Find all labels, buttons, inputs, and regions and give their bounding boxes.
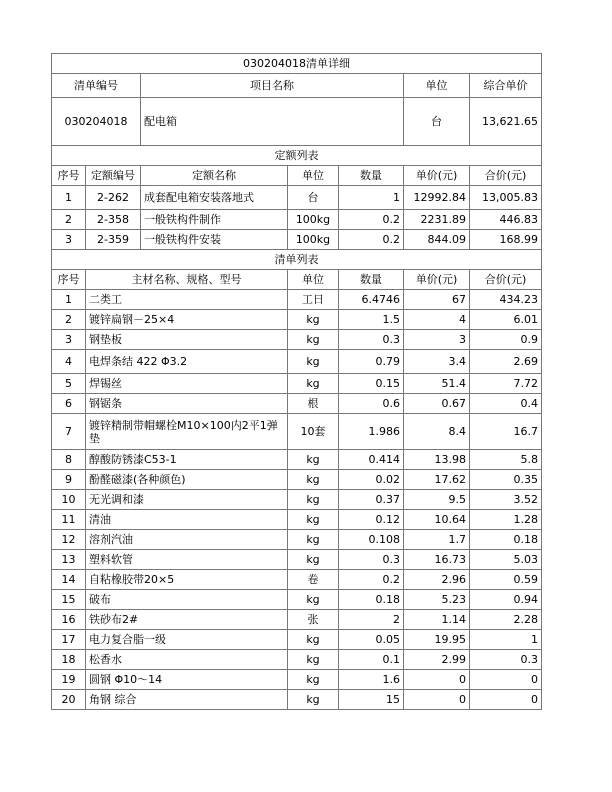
quota-price-header: 单价(元) (404, 166, 470, 186)
quota-unit-header: 单位 (288, 166, 339, 186)
material-name: 电焊条结 422 Φ3.2 (86, 350, 288, 374)
quota-name: 一般铁构件安装 (141, 230, 288, 250)
material-unit: 根 (288, 394, 339, 414)
quota-row (52, 230, 542, 250)
material-no: 7 (52, 414, 86, 450)
material-row (52, 530, 542, 550)
material-price: 9.5 (404, 490, 470, 510)
material-price: 17.62 (404, 470, 470, 490)
material-price: 19.95 (404, 630, 470, 650)
material-no: 16 (52, 610, 86, 630)
bill-price-header: 综合单价 (470, 74, 542, 98)
quota-name: 成套配电箱安装落地式 (141, 186, 288, 210)
material-total: 5.8 (470, 450, 542, 470)
material-price: 3 (404, 330, 470, 350)
quota-no: 1 (52, 186, 86, 210)
material-total: 0 (470, 670, 542, 690)
quota-no: 3 (52, 230, 86, 250)
material-name: 无光调和漆 (86, 490, 288, 510)
material-row (52, 510, 542, 530)
quota-qty: 0.2 (339, 210, 404, 230)
material-name: 焊锡丝 (86, 374, 288, 394)
quota-unit: 台 (288, 186, 339, 210)
material-no: 19 (52, 670, 86, 690)
material-no: 20 (52, 690, 86, 710)
bill-detail-sheet (51, 53, 541, 710)
material-no: 3 (52, 330, 86, 350)
material-price: 13.98 (404, 450, 470, 470)
material-total: 434.23 (470, 290, 542, 310)
material-no: 4 (52, 350, 86, 374)
material-no: 15 (52, 590, 86, 610)
material-qty: 0.15 (339, 374, 404, 394)
material-qty: 0.37 (339, 490, 404, 510)
quota-price: 2231.89 (404, 210, 470, 230)
bill-name-header: 项目名称 (141, 74, 404, 98)
material-unit: 10套 (288, 414, 339, 450)
material-qty: 0.79 (339, 350, 404, 374)
material-no: 12 (52, 530, 86, 550)
material-row (52, 290, 542, 310)
material-name: 自粘橡胶带20×5 (86, 570, 288, 590)
material-unit: kg (288, 374, 339, 394)
material-unit: kg (288, 490, 339, 510)
quota-no: 2 (52, 210, 86, 230)
material-name: 塑料软管 (86, 550, 288, 570)
bill-code-header: 清单编号 (52, 74, 141, 98)
material-name: 酚醛磁漆(各种颜色) (86, 470, 288, 490)
material-price: 2.99 (404, 650, 470, 670)
quota-no-header: 序号 (52, 166, 86, 186)
material-unit: kg (288, 670, 339, 690)
material-total: 7.72 (470, 374, 542, 394)
material-qty: 1.986 (339, 414, 404, 450)
material-header-row (52, 270, 542, 290)
material-unit: kg (288, 510, 339, 530)
material-unit: kg (288, 630, 339, 650)
material-no: 14 (52, 570, 86, 590)
quota-unit: 100kg (288, 230, 339, 250)
material-qty: 0.18 (339, 590, 404, 610)
material-qty: 0.05 (339, 630, 404, 650)
material-unit: kg (288, 650, 339, 670)
material-name: 角钢 综合 (86, 690, 288, 710)
material-name: 镀锌精制带帽螺栓M10×100内2平1弹垫 (86, 414, 288, 450)
material-no: 9 (52, 470, 86, 490)
material-row (52, 630, 542, 650)
material-price: 0.67 (404, 394, 470, 414)
quota-header-row (52, 166, 542, 186)
material-price: 0 (404, 670, 470, 690)
material-total: 1.28 (470, 510, 542, 530)
material-name: 铁砂布2# (86, 610, 288, 630)
material-name: 圆钢 Φ10～14 (86, 670, 288, 690)
bill-unit-header: 单位 (404, 74, 470, 98)
material-no: 2 (52, 310, 86, 330)
material-total: 0.59 (470, 570, 542, 590)
quota-code-header: 定额编号 (86, 166, 141, 186)
material-name: 醇酸防锈漆C53-1 (86, 450, 288, 470)
material-row (52, 610, 542, 630)
material-qty-header: 数量 (339, 270, 404, 290)
material-no: 6 (52, 394, 86, 414)
material-total: 0 (470, 690, 542, 710)
material-row (52, 330, 542, 350)
material-price: 4 (404, 310, 470, 330)
title-row (52, 54, 542, 74)
material-price: 2.96 (404, 570, 470, 590)
material-row (52, 690, 542, 710)
material-price: 0 (404, 690, 470, 710)
material-section-row (52, 250, 542, 270)
material-no-header: 序号 (52, 270, 86, 290)
material-price: 1.7 (404, 530, 470, 550)
material-no: 13 (52, 550, 86, 570)
quota-name-header: 定额名称 (141, 166, 288, 186)
material-row (52, 490, 542, 510)
material-row (52, 414, 542, 450)
material-name: 钢垫板 (86, 330, 288, 350)
material-price: 1.14 (404, 610, 470, 630)
material-unit: 卷 (288, 570, 339, 590)
bill-unit: 台 (404, 98, 470, 146)
material-unit: kg (288, 450, 339, 470)
material-qty: 1.6 (339, 670, 404, 690)
bill-name: 配电箱 (141, 98, 404, 146)
material-row (52, 590, 542, 610)
material-qty: 0.6 (339, 394, 404, 414)
page-title: 030204018清单详细 (52, 54, 542, 74)
material-section-title: 清单列表 (52, 250, 542, 270)
material-total: 0.9 (470, 330, 542, 350)
material-name: 电力复合脂一级 (86, 630, 288, 650)
material-name: 松香水 (86, 650, 288, 670)
quota-total-header: 合价(元) (470, 166, 542, 186)
material-row (52, 550, 542, 570)
material-row (52, 350, 542, 374)
material-qty: 15 (339, 690, 404, 710)
material-qty: 0.12 (339, 510, 404, 530)
bill-detail-table (51, 53, 542, 710)
quota-total: 168.99 (470, 230, 542, 250)
material-unit: kg (288, 310, 339, 330)
material-qty: 0.3 (339, 550, 404, 570)
material-row (52, 450, 542, 470)
material-name: 镀锌扁钢－25×4 (86, 310, 288, 330)
material-row (52, 310, 542, 330)
quota-row (52, 186, 542, 210)
material-qty: 1.5 (339, 310, 404, 330)
material-qty: 0.1 (339, 650, 404, 670)
material-price: 67 (404, 290, 470, 310)
quota-section-row (52, 146, 542, 166)
material-total: 16.7 (470, 414, 542, 450)
material-price: 51.4 (404, 374, 470, 394)
material-no: 17 (52, 630, 86, 650)
material-name: 破布 (86, 590, 288, 610)
material-total: 0.3 (470, 650, 542, 670)
material-name-header: 主材名称、规格、型号 (86, 270, 288, 290)
quota-unit: 100kg (288, 210, 339, 230)
material-unit: kg (288, 690, 339, 710)
quota-price: 12992.84 (404, 186, 470, 210)
material-unit: 张 (288, 610, 339, 630)
material-price: 10.64 (404, 510, 470, 530)
material-no: 1 (52, 290, 86, 310)
quota-qty-header: 数量 (339, 166, 404, 186)
material-total: 5.03 (470, 550, 542, 570)
material-qty: 6.4746 (339, 290, 404, 310)
material-name: 钢锯条 (86, 394, 288, 414)
bill-header-row (52, 74, 542, 98)
material-price: 8.4 (404, 414, 470, 450)
material-row (52, 394, 542, 414)
material-qty: 2 (339, 610, 404, 630)
quota-total: 13,005.83 (470, 186, 542, 210)
material-total: 0.18 (470, 530, 542, 550)
material-qty: 0.108 (339, 530, 404, 550)
material-no: 18 (52, 650, 86, 670)
material-total: 2.28 (470, 610, 542, 630)
quota-code: 2-359 (86, 230, 141, 250)
quota-code: 2-262 (86, 186, 141, 210)
material-price-header: 单价(元) (404, 270, 470, 290)
material-unit: kg (288, 330, 339, 350)
material-total: 3.52 (470, 490, 542, 510)
quota-row (52, 210, 542, 230)
material-qty: 0.2 (339, 570, 404, 590)
material-row (52, 374, 542, 394)
material-unit: kg (288, 590, 339, 610)
material-total: 0.94 (470, 590, 542, 610)
material-price: 3.4 (404, 350, 470, 374)
bill-code: 030204018 (52, 98, 141, 146)
quota-price: 844.09 (404, 230, 470, 250)
quota-code: 2-358 (86, 210, 141, 230)
material-total: 2.69 (470, 350, 542, 374)
material-total: 1 (470, 630, 542, 650)
quota-qty: 1 (339, 186, 404, 210)
material-price: 16.73 (404, 550, 470, 570)
material-no: 8 (52, 450, 86, 470)
bill-price: 13,621.65 (470, 98, 542, 146)
material-unit-header: 单位 (288, 270, 339, 290)
material-no: 11 (52, 510, 86, 530)
material-unit: 工日 (288, 290, 339, 310)
material-unit: kg (288, 350, 339, 374)
quota-name: 一般铁构件制作 (141, 210, 288, 230)
material-no: 5 (52, 374, 86, 394)
material-unit: kg (288, 550, 339, 570)
quota-section-title: 定额列表 (52, 146, 542, 166)
material-qty: 0.02 (339, 470, 404, 490)
material-price: 5.23 (404, 590, 470, 610)
material-total-header: 合价(元) (470, 270, 542, 290)
material-name: 二类工 (86, 290, 288, 310)
bill-row (52, 98, 542, 146)
material-row (52, 650, 542, 670)
quota-total: 446.83 (470, 210, 542, 230)
material-name: 清油 (86, 510, 288, 530)
material-no: 10 (52, 490, 86, 510)
material-unit: kg (288, 470, 339, 490)
material-row (52, 670, 542, 690)
material-total: 0.4 (470, 394, 542, 414)
quota-qty: 0.2 (339, 230, 404, 250)
material-total: 0.35 (470, 470, 542, 490)
material-row (52, 570, 542, 590)
material-qty: 0.414 (339, 450, 404, 470)
material-name: 溶剂汽油 (86, 530, 288, 550)
material-unit: kg (288, 530, 339, 550)
material-row (52, 470, 542, 490)
material-qty: 0.3 (339, 330, 404, 350)
material-total: 6.01 (470, 310, 542, 330)
